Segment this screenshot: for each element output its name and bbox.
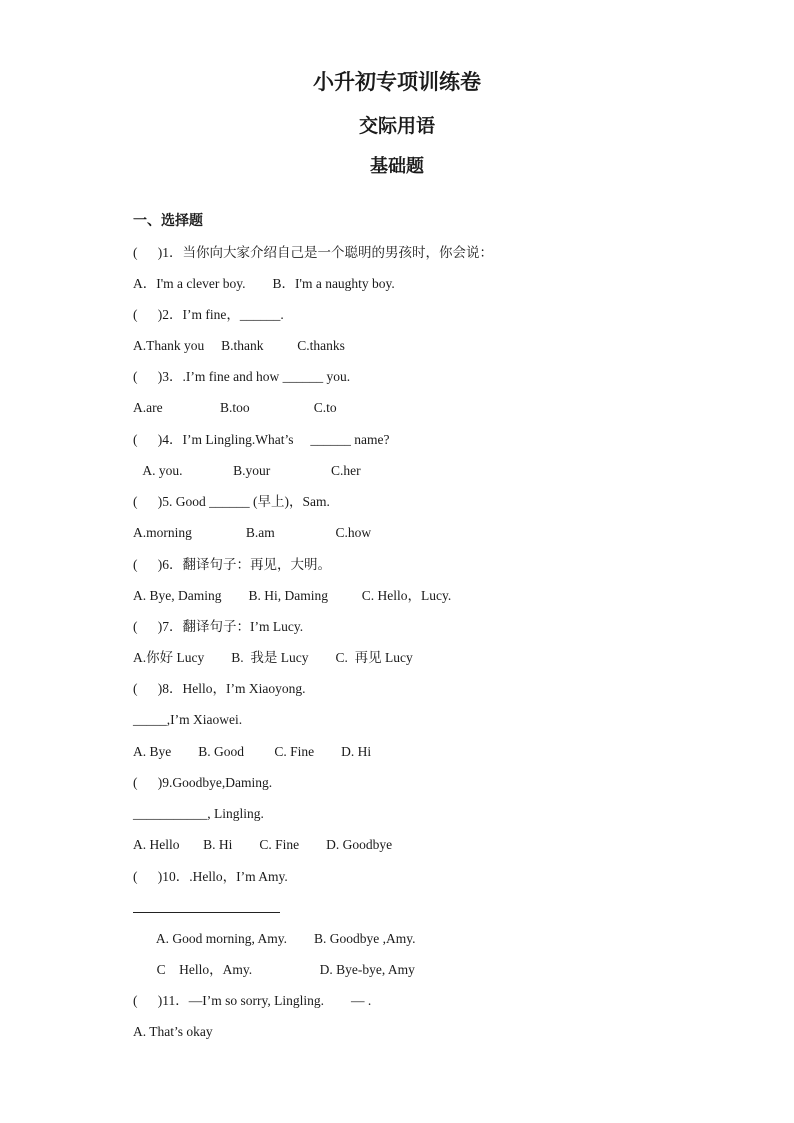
question-10-options-row-1: A. Good morning, Amy. B. Goodbye ,Amy.: [133, 931, 416, 946]
question-5: ( )5. Good ______ (早上)，Sam.: [133, 494, 330, 509]
question-8: ( )8．Hello，I’m Xiaoyong.: [133, 681, 306, 696]
question-9: ( )9.Goodbye,Daming.: [133, 775, 273, 790]
question-2: ( )2．I’m fine，______.: [133, 307, 284, 322]
question-10-options-row-2: C Hello，Amy. D. Bye-bye, Amy: [133, 962, 415, 977]
question-3-options: A.are B.too C.to: [133, 400, 337, 415]
question-10: ( )10．.Hello，I’m Amy.: [133, 869, 288, 884]
question-5-options: A.morning B.am C.how: [133, 525, 372, 540]
question-1: ( )1．当你向大家介绍自己是一个聪明的男孩时，你会说：: [133, 245, 493, 260]
page-subtitle: 交际用语: [358, 115, 435, 137]
question-8-options: A. Bye B. Good C. Fine D. Hi: [133, 744, 372, 759]
question-2-options: A.Thank you B.thank C.thanks: [133, 338, 345, 353]
question-11-options: A. That’s okay: [133, 1024, 213, 1039]
question-6-options: A. Bye, Daming B. Hi, Daming C. Hello，Lucy.: [133, 588, 452, 603]
question-11: ( )11．—I’m so sorry, Lingling. — .: [133, 993, 372, 1008]
question-7: ( )7．翻译句子：I’m Lucy.: [133, 619, 304, 634]
question-3: ( )3．.I’m fine and how ______ you.: [133, 369, 351, 384]
answer-blank-line: [133, 912, 280, 913]
question-8-response: _____,I’m Xiaowei.: [133, 712, 243, 727]
question-9-options: A. Hello B. Hi C. Fine D. Goodbye: [133, 837, 393, 852]
question-4: ( )4．I’m Lingling.What’s ______ name?: [133, 432, 390, 447]
difficulty-level: 基础题: [370, 156, 424, 177]
question-6: ( )6．翻译句子：再见，大明。: [133, 557, 331, 572]
page-title: 小升初专项训练卷: [313, 69, 481, 94]
question-4-options: A. you. B.your C.her: [133, 463, 361, 478]
section-heading: 一、选择题: [133, 213, 203, 229]
question-9-response: ___________, Lingling.: [133, 806, 264, 821]
question-7-options: A.你好 Lucy B. 我是 Lucy C. 再见 Lucy: [133, 650, 413, 665]
question-1-options: A．I'm a clever boy. B．I'm a naughty boy.: [133, 276, 395, 291]
